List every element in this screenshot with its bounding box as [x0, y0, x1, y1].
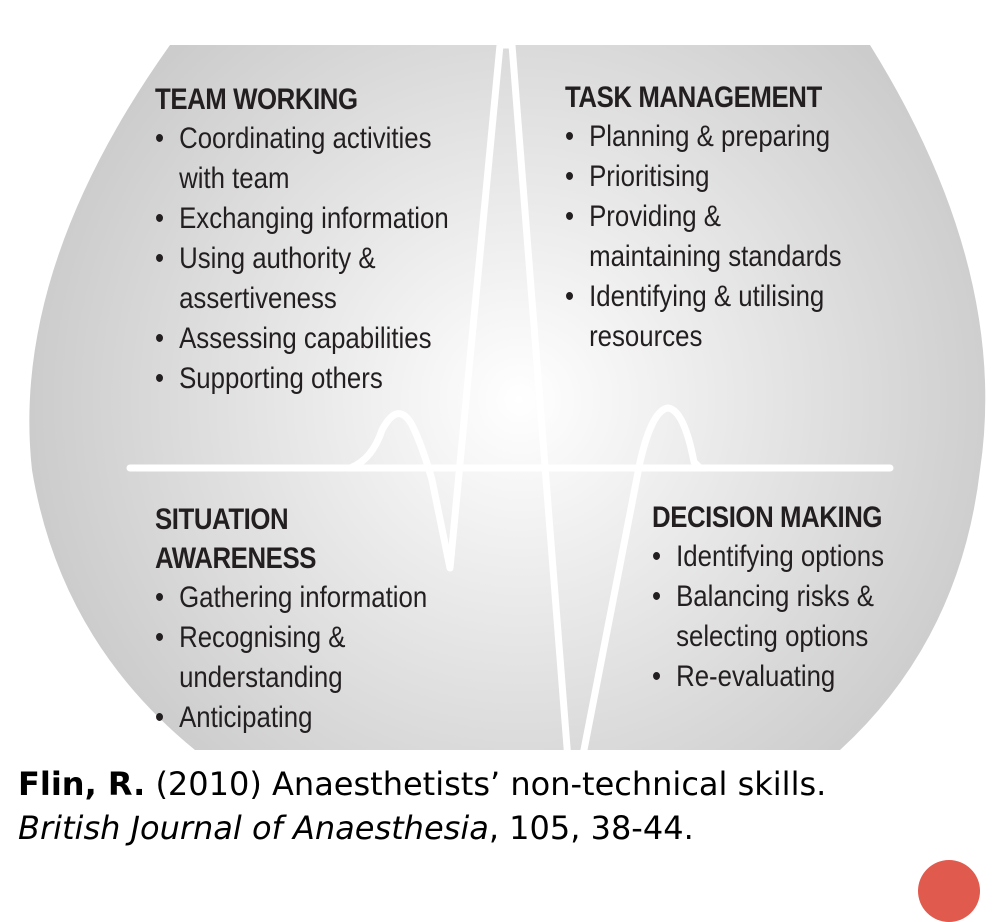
quadrant-situation-awareness [155, 500, 472, 738]
skill-list [565, 117, 887, 357]
list-item: • Identifying options [652, 537, 884, 577]
quadrant-title: DECISION MAKING [652, 501, 883, 534]
quadrant-title: TASK MANAGEMENT [565, 81, 822, 114]
list-item: • Coordinating activities [155, 119, 449, 159]
citation [18, 762, 826, 850]
skill-list [155, 119, 497, 399]
list-item-continuation: maintaining standards [589, 240, 842, 273]
citation-author: Flin, R. [18, 765, 146, 803]
list-item-continuation: with team [179, 162, 290, 195]
list-item: • Identifying & utilising [565, 277, 842, 317]
list-item: • Recognising & [155, 618, 427, 658]
citation-volume-pages: , 105, 38-44. [488, 809, 694, 847]
quadrant-title: TEAM WORKING [155, 83, 358, 116]
citation-journal: British Journal of Anaesthesia [18, 809, 489, 847]
list-item-continuation: understanding [179, 661, 343, 694]
list-item: • Prioritising [565, 157, 842, 197]
quadrant-title: SITUATION AWARENESS [155, 503, 317, 575]
list-item: • Re-evaluating [652, 657, 884, 697]
list-item-continuation: assertiveness [179, 282, 337, 315]
list-item: • Planning & preparing [565, 117, 842, 157]
list-item: • Providing & [565, 197, 842, 237]
quadrant-task-management [565, 78, 887, 357]
list-item: • Supporting others [155, 359, 449, 399]
list-item: • Anticipating [155, 698, 427, 738]
list-item-continuation: selecting options [676, 620, 869, 653]
corner-dot [918, 860, 980, 922]
list-item: • Balancing risks & [652, 577, 884, 617]
list-item: • Using authority & [155, 239, 449, 279]
skill-list [652, 537, 922, 697]
list-item-continuation: resources [589, 320, 703, 353]
quadrant-decision-making [652, 498, 922, 697]
quadrant-team-working [155, 80, 497, 399]
skill-list [155, 578, 472, 738]
list-item: • Gathering information [155, 578, 427, 618]
list-item: • Exchanging information [155, 199, 449, 239]
list-item: • Assessing capabilities [155, 319, 449, 359]
citation-title: (2010) Anaesthetists’ non-technical skills. [145, 765, 827, 803]
